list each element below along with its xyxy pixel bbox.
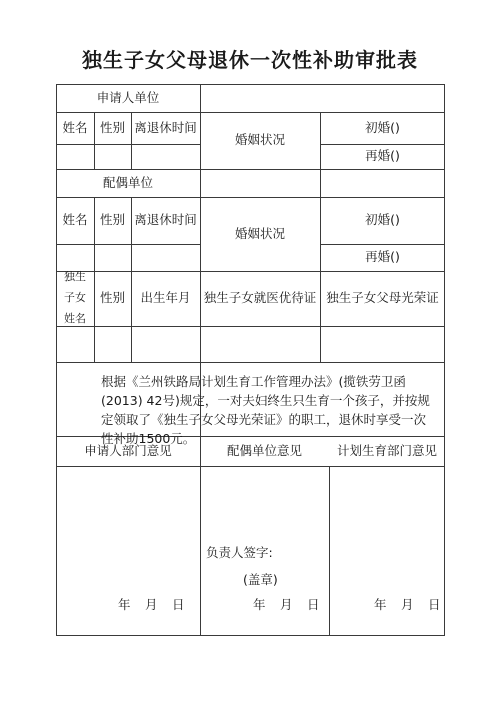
applicant-first-marriage-option[interactable]: 初婚(): [365, 119, 400, 135]
child-honor-card-field[interactable]: [321, 327, 444, 362]
spouse-retire-time-header: 离退休时间: [134, 212, 197, 228]
policy-note: 根据《兰州铁路局计划生育工作管理办法》(揽铁劳卫函(2013) 42号)规定，一对夫妇终生只生育一个孩子，并按规定领取了《独生子女父母光荣证》的职工，退休时享受一次性补助1500元。: [101, 374, 430, 446]
child-name-header: 独生子女姓名: [64, 270, 86, 325]
applicant-dept-opinion-header: 申请人部门意见: [84, 442, 172, 458]
family-planning-opinion-header: 计划生育部门意见: [336, 442, 437, 458]
child-gender-header: 性别: [99, 290, 125, 306]
spouse-unit-label: 配偶单位: [102, 174, 153, 190]
spouse-first-marriage-option[interactable]: 初婚(): [365, 212, 400, 228]
spouse-gender-field[interactable]: [95, 245, 131, 271]
applicant-name-field[interactable]: [57, 145, 94, 169]
row-line: [56, 635, 445, 636]
approval-form-table: [56, 84, 445, 636]
row-line: [56, 362, 445, 363]
spouse-unit-opinion-header: 配偶单位意见: [226, 442, 302, 458]
spouse-unit-date: 年 月 日: [253, 597, 321, 612]
applicant-unit-label: 申请人单位: [96, 89, 160, 105]
spouse-unit-field[interactable]: [201, 170, 444, 197]
applicant-marital-status-label: 婚姻状况: [234, 132, 285, 148]
spouse-gender-header: 性别: [99, 212, 125, 228]
applicant-retire-time-header: 离退休时间: [134, 119, 197, 135]
family-planning-date: 年 月 日: [374, 597, 442, 612]
form-title: 独生子女父母退休一次性补助审批表: [82, 48, 418, 72]
spouse-remarriage-option[interactable]: 再婚(): [365, 249, 400, 265]
seal-label: (盖章): [243, 572, 278, 587]
child-gender-field[interactable]: [95, 327, 131, 362]
applicant-gender-field[interactable]: [95, 145, 131, 169]
applicant-unit-field[interactable]: [201, 85, 444, 112]
applicant-name-header: 姓名: [62, 119, 88, 135]
spouse-marital-status-label: 婚姻状况: [234, 225, 285, 241]
spouse-name-header: 姓名: [62, 212, 88, 228]
child-name-field[interactable]: [57, 327, 94, 362]
spouse-retire-time-field[interactable]: [132, 245, 200, 271]
child-birth-date-field[interactable]: [132, 327, 200, 362]
applicant-gender-header: 性别: [99, 119, 125, 135]
child-honor-card-header: 独生子女父母光荣证: [326, 290, 439, 306]
applicant-retire-time-field[interactable]: [132, 145, 200, 169]
child-medical-card-field[interactable]: [201, 327, 320, 362]
child-medical-card-header: 独生子女就医优待证: [203, 290, 317, 306]
child-birth-date-header: 出生年月: [140, 290, 191, 306]
signature-label: 负责人签字:: [206, 545, 273, 560]
applicant-remarriage-option[interactable]: 再婚(): [365, 148, 400, 164]
applicant-dept-date: 年 月 日: [118, 597, 186, 612]
